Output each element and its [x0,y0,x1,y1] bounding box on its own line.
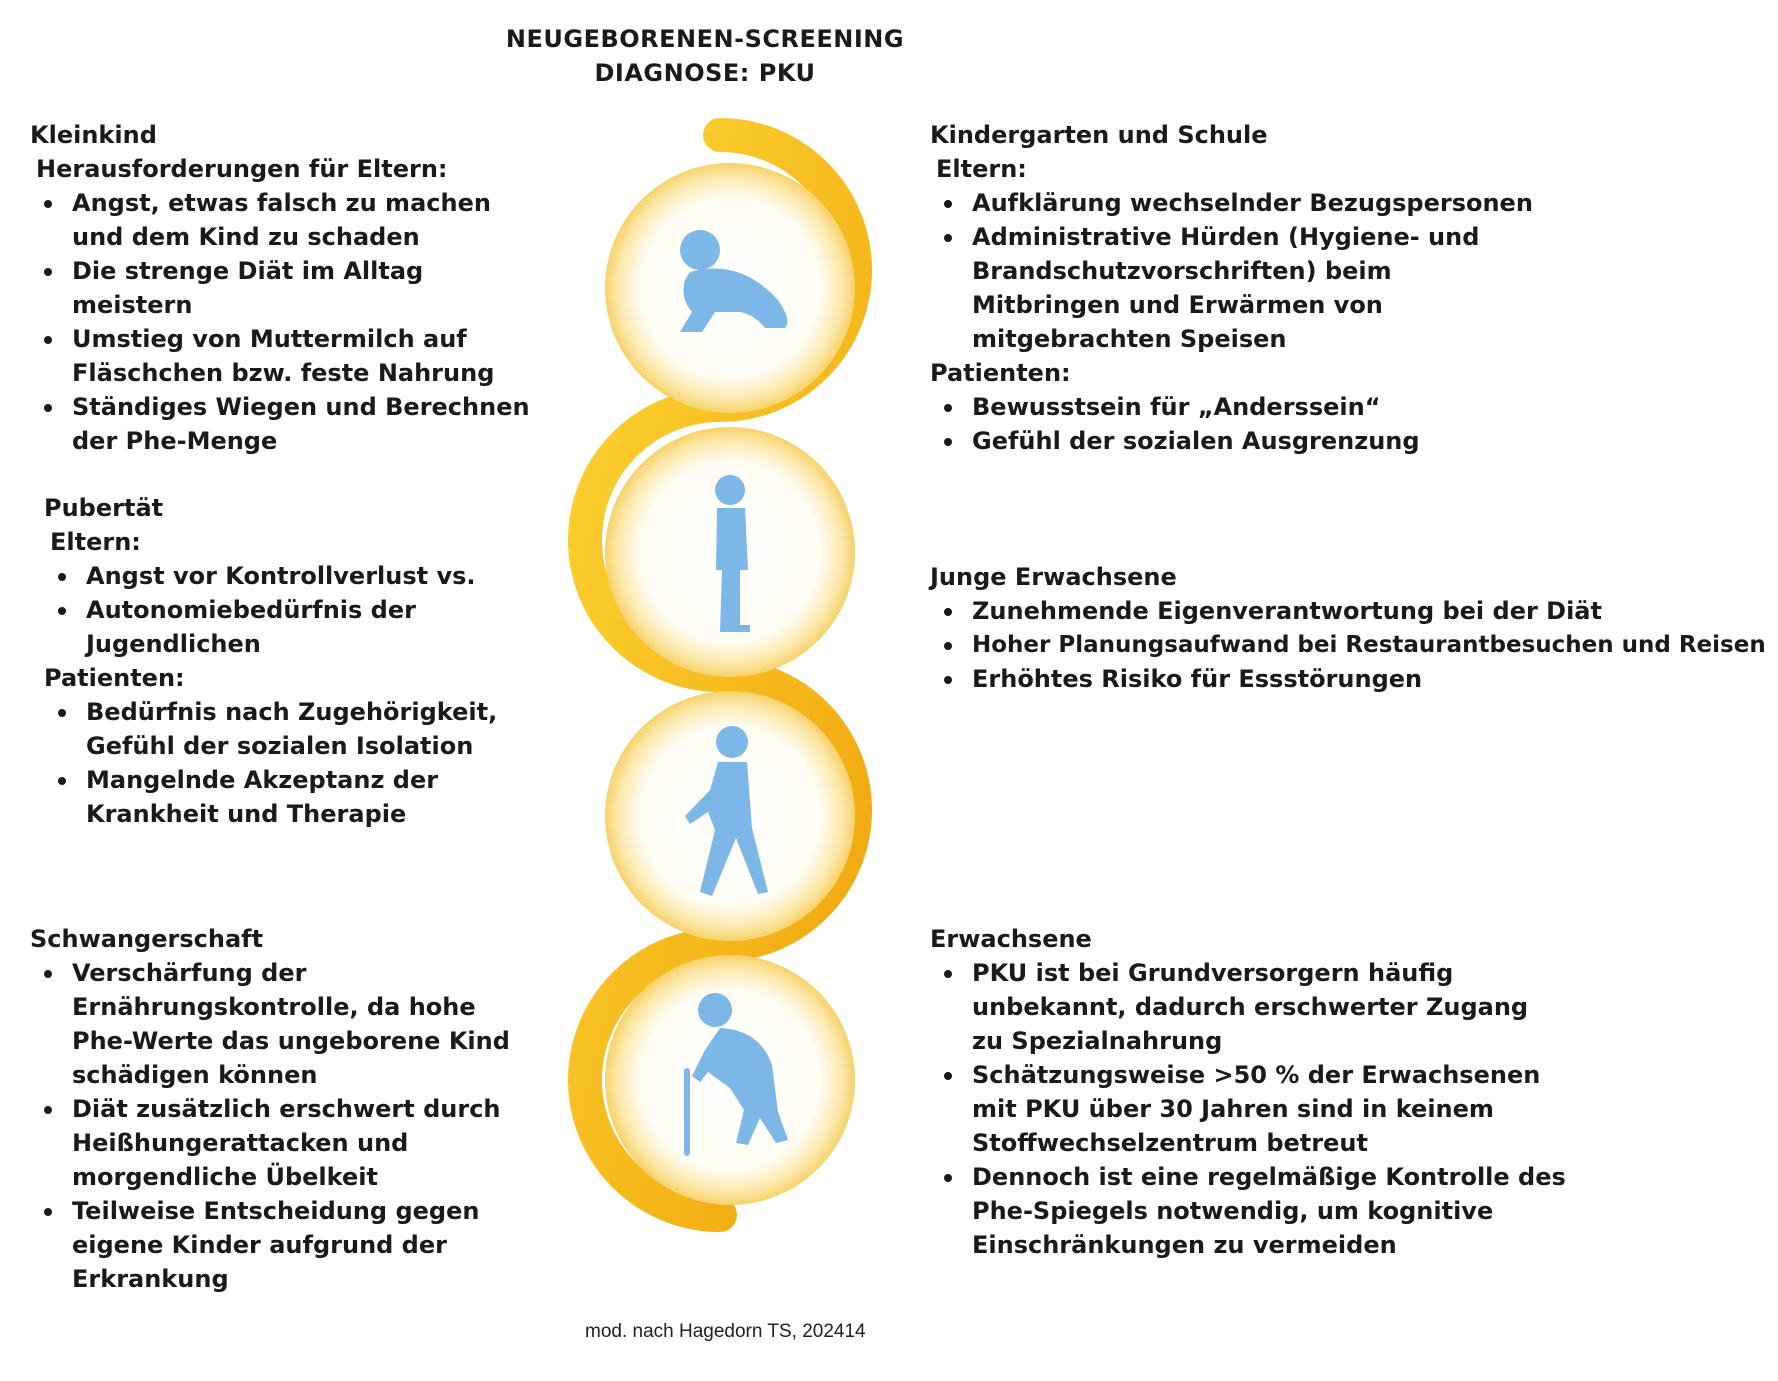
bullet-list [930,594,1775,696]
life-stage-spiral [540,100,910,1280]
stage-kindergarten [930,118,1570,458]
stage-heading: Junge Erwachsene [930,563,1177,591]
list-item: Zunehmende Eigenverantwortung bei der Diät [930,594,1775,628]
list-item: Mangelnde Akzeptanz der Krankheit und Therapie [44,763,486,831]
stage-erwachsene [930,922,1570,1262]
stage-schwangerschaft [30,922,550,1296]
list-item: Bewusstsein für „Anderssein“ [930,390,1570,424]
list-item: Autonomiebedürfnis der Jugendlichen [44,593,456,661]
list-item: Verschärfung der Ernährungskontrolle, da hohe Phe-Werte das ungeborene Kind schädigen können [30,956,542,1092]
bullet-list [930,186,1570,356]
page-title [455,22,955,90]
stage-subheading: Patienten: [930,359,1071,387]
bullet-list [30,956,550,1296]
list-item: Hoher Planungsaufwand bei Restaurantbesuchen und Reisen [930,628,1775,662]
list-item: Gefühl der sozialen Ausgrenzung [930,424,1570,458]
list-item: Bedürfnis nach Zugehörigkeit, Gefühl der sozialen Isolation [44,695,516,763]
stage-subheading: Herausforderungen für Eltern: [36,155,448,183]
title-line-2: DIAGNOSE: PKU [594,59,816,87]
stage-heading: Pubertät [44,494,164,522]
bullet-list [30,186,550,458]
bullet-list [930,390,1570,458]
list-item: Ständiges Wiegen und Berechnen der Phe-Menge [30,390,532,458]
list-item: Angst, etwas falsch zu machen und dem Kind zu schaden [30,186,532,254]
source-footnote: mod. nach Hagedorn TS, 202414 [585,1321,866,1342]
stage-subheading: Eltern: [50,528,141,556]
list-item: Diät zusätzlich erschwert durch Heißhungerattacken und morgendliche Übelkeit [30,1092,512,1194]
list-item: Dennoch ist eine regelmäßige Kontrolle des Phe-Spiegels notwendig, um kognitive Einschränkungen zu vermeiden [930,1160,1582,1262]
list-item: Administrative Hürden (Hygiene- und Brandschutzvorschriften) beim Mitbringen und Erwärmen von mitgebrachten Speisen [930,220,1542,356]
stage-subheading: Eltern: [936,155,1027,183]
stage-junge-erwachsene [930,560,1775,696]
list-item: Aufklärung wechselnder Bezugspersonen [930,186,1570,220]
bullet-list [44,559,524,661]
list-item: Schätzungsweise >50 % der Erwachsenen mit PKU über 30 Jahren sind in keinem Stoffwechselzentrum betreut [930,1058,1562,1160]
title-line-1: NEUGEBORENEN-SCREENING [505,25,905,53]
stage-heading: Kindergarten und Schule [930,121,1268,149]
stage-heading: Schwangerschaft [30,925,264,953]
stage-subheading: Patienten: [44,664,185,692]
list-item: Teilweise Entscheidung gegen eigene Kinder aufgrund der Erkrankung [30,1194,502,1296]
list-item: Umstieg von Muttermilch auf Fläschchen bzw. feste Nahrung [30,322,502,390]
stage-heading: Erwachsene [930,925,1092,953]
stage-kleinkind [30,118,550,458]
list-item: Angst vor Kontrollverlust vs. [44,559,524,593]
list-item: PKU ist bei Grundversorgern häufig unbekannt, dadurch erschwerter Zugang zu Spezialnahrung [930,956,1562,1058]
bullet-list [930,956,1570,1262]
list-item: Die strenge Diät im Alltag meistern [30,254,550,322]
stage-heading: Kleinkind [30,121,157,149]
stage-pubertaet [44,491,524,831]
list-item: Erhöhtes Risiko für Essstörungen [930,662,1775,696]
bullet-list [44,695,524,831]
